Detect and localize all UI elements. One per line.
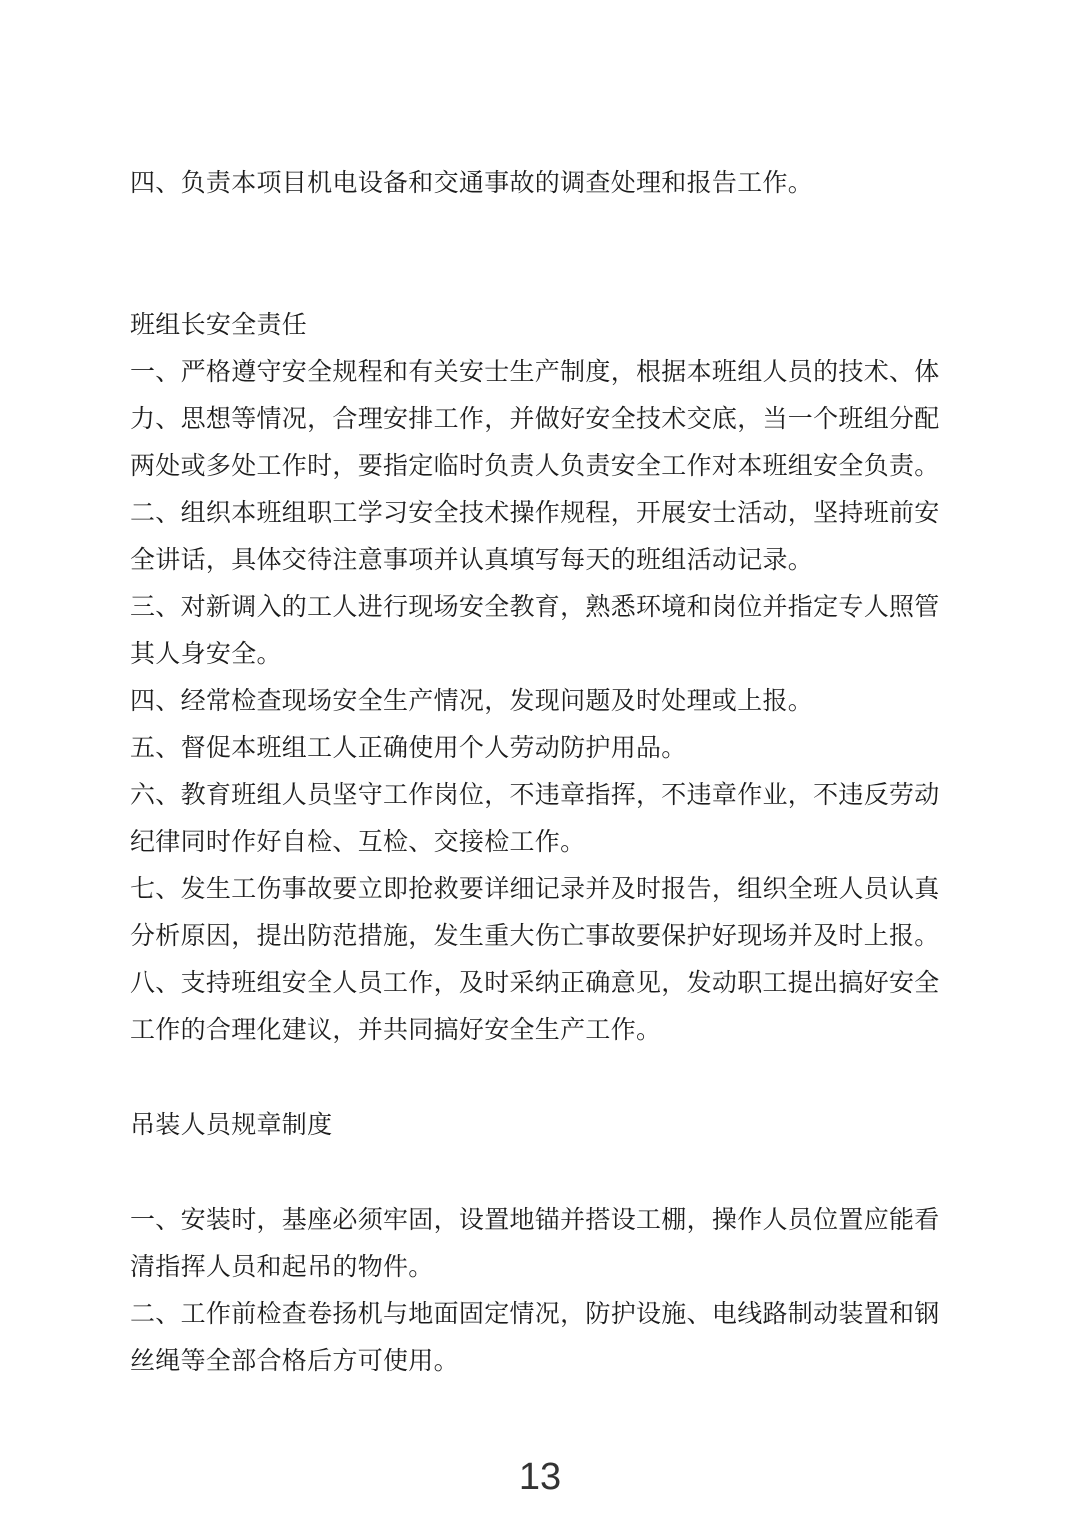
text-line: 其人身安全。 — [130, 639, 282, 668]
text-line: 二、组织本班组职工学习安全技术操作规程，开展安士活动，坚持班前安 — [130, 498, 940, 527]
text-line: 清指挥人员和起吊的物件。 — [130, 1252, 434, 1281]
page-number: 13 — [518, 1456, 562, 1498]
section-heading: 吊装人员规章制度 — [130, 1110, 333, 1139]
text-line: 丝绳等全部合格后方可使用。 — [130, 1346, 459, 1375]
text-line: 四、负责本项目机电设备和交通事故的调查处理和报告工作。 — [130, 168, 814, 197]
text-line: 四、经常检查现场安全生产情况，发现问题及时处理或上报。 — [130, 686, 814, 715]
text-line: 力、思想等情况，合理安排工作，并做好安全技术交底，当一个班组分配 — [130, 404, 940, 433]
text-line: 三、对新调入的工人进行现场安全教育，熟悉环境和岗位并指定专人照管 — [130, 592, 940, 621]
text-line: 两处或多处工作时，要指定临时负责人负责安全工作对本班组安全负责。 — [130, 451, 940, 480]
text-line: 五、督促本班组工人正确使用个人劳动防护用品。 — [130, 733, 687, 762]
text-line: 全讲话，具体交待注意事项并认真填写每天的班组活动记录。 — [130, 545, 814, 574]
text-line: 一、安装时，基座必须牢固，设置地锚并搭设工棚，操作人员位置应能看 — [130, 1205, 940, 1234]
text-line: 分析原因，提出防范措施，发生重大伤亡事故要保护好现场并及时上报。 — [130, 921, 940, 950]
text-line: 七、发生工伤事故要立即抢救要详细记录并及时报告，组织全班人员认真 — [130, 874, 940, 903]
section-heading: 班组长安全责任 — [130, 310, 308, 339]
text-line: 纪律同时作好自检、互检、交接检工作。 — [130, 827, 586, 856]
text-line: 一、严格遵守安全规程和有关安士生产制度，根据本班组人员的技术、体 — [130, 357, 940, 386]
text-line: 八、支持班组安全人员工作，及时采纳正确意见，发动职工提出搞好安全 — [130, 968, 940, 997]
text-line: 工作的合理化建议，并共同搞好安全生产工作。 — [130, 1015, 662, 1044]
text-line: 六、教育班组人员坚守工作岗位，不违章指挥，不违章作业，不违反劳动 — [130, 780, 940, 809]
text-line: 二、工作前检查卷扬机与地面固定情况，防护设施、电线路制动装置和钢 — [130, 1299, 940, 1328]
